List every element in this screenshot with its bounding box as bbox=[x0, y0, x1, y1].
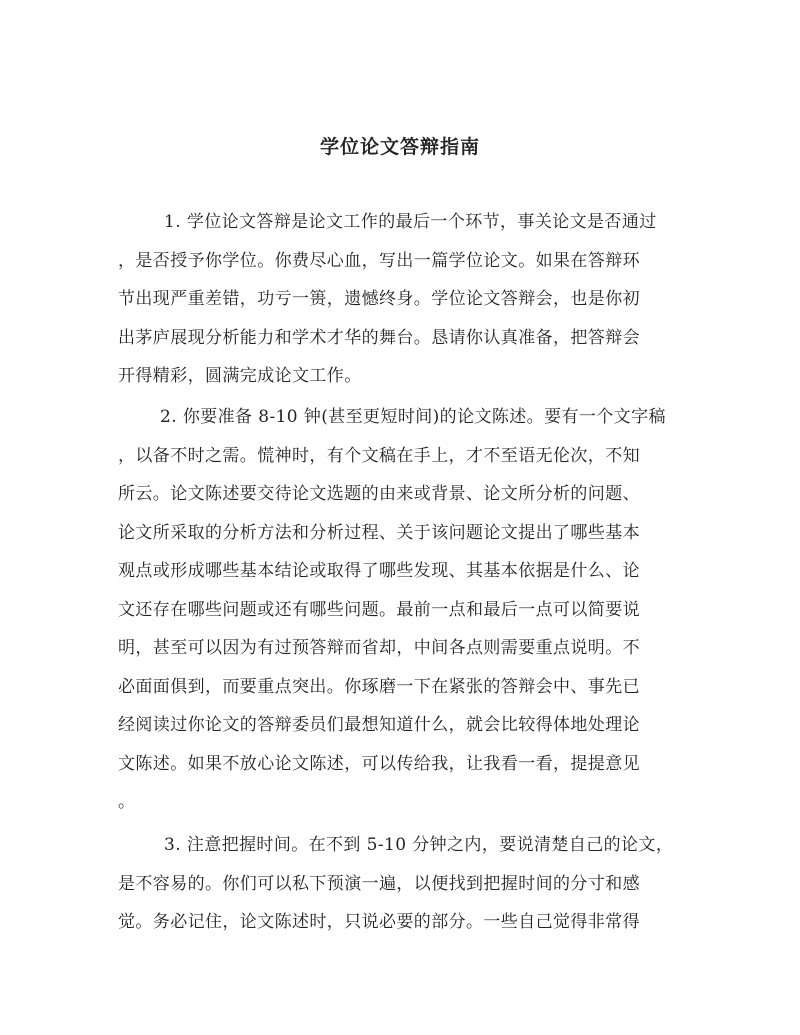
para2-line11: 。 bbox=[118, 792, 136, 812]
para1-line2: ，是否授予你学位。你费尽心血，写出一篇学位论文。如果在答辩环 bbox=[118, 251, 640, 271]
para3-line1: 3. 注意把握时间。在不到 5-10 分钟之内，要说清楚自己的论文， bbox=[164, 835, 674, 855]
para1-line4: 出茅庐展现分析能力和学术才华的舞台。恳请你认真准备，把答辩会 bbox=[118, 328, 640, 348]
document-title: 学位论文答辩指南 bbox=[319, 136, 480, 158]
para2-line8: 必面面俱到，而要重点突出。你琢磨一下在紧张的答辩会中、事先已 bbox=[118, 677, 640, 697]
para2-line1: 2. 你要准备 8-10 钟(甚至更短时间)的论文陈述。要有一个文字稿 bbox=[160, 407, 666, 427]
para1-line5: 开得精彩，圆满完成论文工作。 bbox=[118, 366, 362, 386]
para2-line10: 文陈述。如果不放心论文陈述，可以传给我，让我看一看，提提意见 bbox=[118, 754, 640, 774]
para2-line5: 观点或形成哪些基本结论或取得了哪些发现、其基本依据是什么、论 bbox=[118, 561, 640, 581]
para2-line6: 文还存在哪些问题或还有哪些问题。最前一点和最后一点可以简要说 bbox=[118, 600, 640, 620]
para2-line7: 明，甚至可以因为有过预答辩而省却，中间各点则需要重点说明。不 bbox=[118, 638, 640, 658]
para2-line3: 所云。论文陈述要交待论文选题的由来或背景、论文所分析的问题、 bbox=[118, 484, 640, 504]
para1-line1: 1. 学位论文答辩是论文工作的最后一个环节，事关论文是否通过 bbox=[164, 212, 657, 232]
para3-line3: 觉。务必记住，论文陈述时，只说必要的部分。一些自己觉得非常得 bbox=[118, 912, 640, 932]
para3-line2: 是不容易的。你们可以私下预演一遍，以便找到把握时间的分寸和感 bbox=[118, 874, 640, 894]
para2-line4: 论文所采取的分析方法和分析过程、关于该问题论文提出了哪些基本 bbox=[118, 523, 640, 543]
para2-line2: ，以备不时之需。慌神时，有个文稿在手上，才不至语无伦次，不知 bbox=[118, 446, 640, 466]
para1-line3: 节出现严重差错，功亏一篑，遗憾终身。学位论文答辩会，也是你初 bbox=[118, 289, 640, 309]
para2-line9: 经阅读过你论文的答辩委员们最想知道什么，就会比较得体地处理论 bbox=[118, 715, 640, 735]
